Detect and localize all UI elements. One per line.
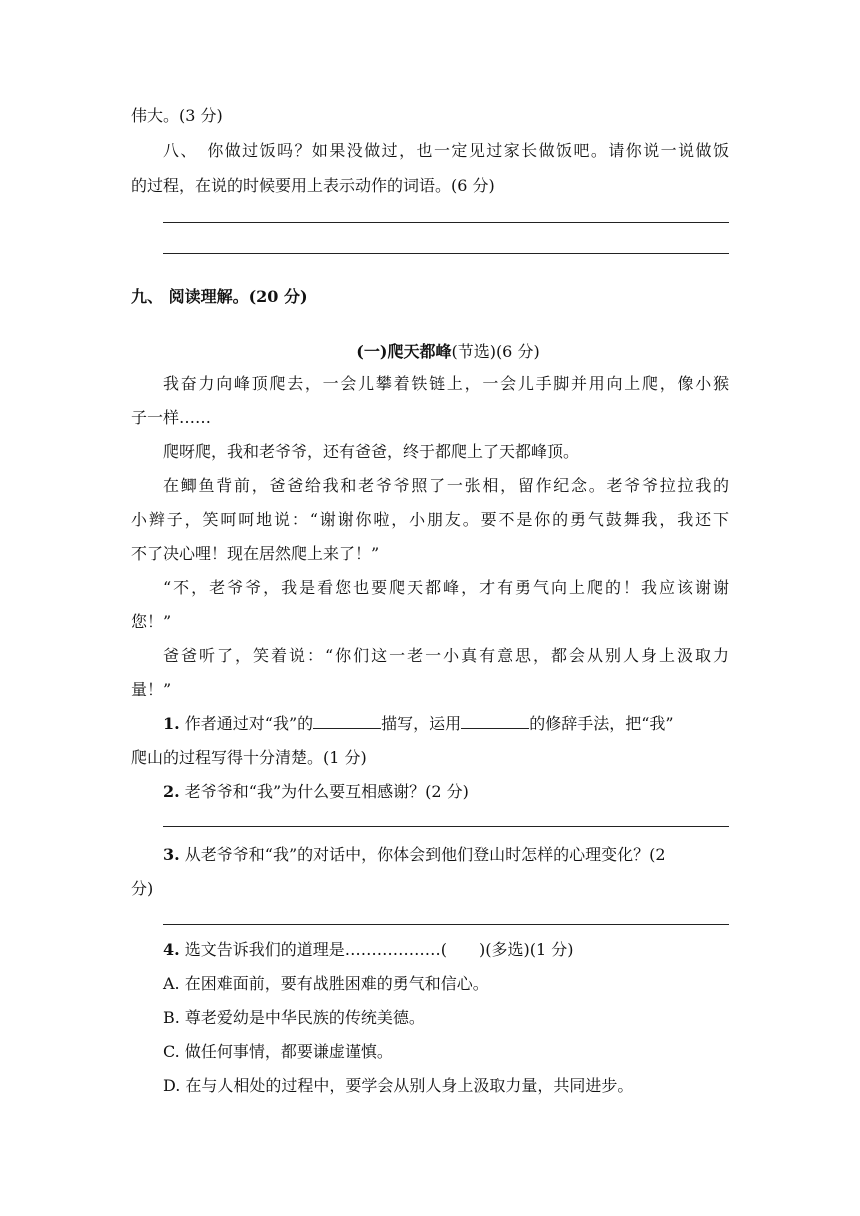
question-1-number: 1. (163, 714, 180, 733)
passage-paragraph: 小辫子，笑呵呵地说：“谢谢你啦，小朋友。要不是你的勇气鼓舞我，我还下 (131, 510, 729, 529)
question-8-number: 八、 (163, 141, 190, 160)
passage-paragraph: 爬呀爬，我和老爷爷，还有爸爸，终于都爬上了天都峰顶。 (163, 442, 580, 461)
question-2-number: 2. (163, 782, 180, 801)
question-8-text: 你做过饭吗？如果没做过，也一定见过家长做饭吧。请你说一说做饭 (207, 141, 729, 160)
passage-paragraph: 量！” (131, 680, 172, 699)
option-b[interactable]: B. 尊老爱幼是中华民族的传统美德。 (163, 1008, 425, 1027)
answer-line[interactable] (163, 924, 729, 925)
passage-paragraph: 爸爸听了，笑着说：“你们这一老一小真有意思，都会从别人身上汲取力 (163, 646, 729, 665)
answer-line[interactable] (163, 253, 729, 254)
fill-blank[interactable] (461, 714, 529, 729)
option-c[interactable]: C. 做任何事情，都要谦虚谨慎。 (163, 1042, 393, 1061)
question-1-line-2: 爬山的过程写得十分清楚。(1 分) (131, 748, 367, 767)
passage-title-note: (节选)(6 分) (451, 342, 540, 361)
answer-line[interactable] (163, 222, 729, 223)
fill-blank[interactable] (313, 714, 381, 729)
question-8 (163, 141, 729, 161)
question-1: 1. 作者通过对“我”的 描写，运用 的修辞手法，把“我” (163, 714, 674, 733)
question-2: 2. 老爷爷和“我”为什么要互相感谢？(2 分) (163, 782, 469, 801)
previous-answer-tail: 伟大。(3 分) (131, 106, 223, 125)
section-9-heading: 九、 阅读理解。(20 分) (131, 287, 308, 306)
question-3-line-2: 分) (131, 879, 154, 898)
question-8-line-1 (163, 141, 729, 161)
question-8-line-2: 的过程，在说的时候要用上表示动作的词语。(6 分) (131, 176, 495, 195)
answer-line[interactable] (163, 826, 729, 827)
option-d[interactable]: D. 在与人相处的过程中，要学会从别人身上汲取力量，共同进步。 (163, 1076, 634, 1095)
question-4-number: 4. (163, 940, 180, 959)
question-3-number: 3. (163, 845, 180, 864)
passage-paragraph: 您！” (131, 612, 172, 631)
option-a[interactable]: A. 在困难面前，要有战胜困难的勇气和信心。 (163, 974, 489, 993)
passage-paragraph: 不了决心哩！现在居然爬上来了！” (131, 544, 380, 563)
passage-title-main: (一)爬天都峰 (356, 342, 452, 361)
passage-title (0, 339, 860, 362)
question-4: 4. 选文告诉我们的道理是………………( )(多选)(1 分) (163, 940, 574, 959)
passage-paragraph: 我奋力向峰顶爬去，一会儿攀着铁链上，一会儿手脚并用向上爬，像小猴 (163, 374, 729, 393)
passage-paragraph: 子一样…… (131, 408, 212, 427)
question-3: 3. 从老爷爷和“我”的对话中，你体会到他们登山时怎样的心理变化？(2 (163, 845, 666, 864)
passage-paragraph: “不，老爷爷，我是看您也要爬天都峰，才有勇气向上爬的！我应该谢谢 (163, 578, 729, 597)
passage-paragraph: 在鲫鱼背前，爸爸给我和老爷爷照了一张相，留作纪念。老爷爷拉拉我的 (163, 476, 729, 495)
